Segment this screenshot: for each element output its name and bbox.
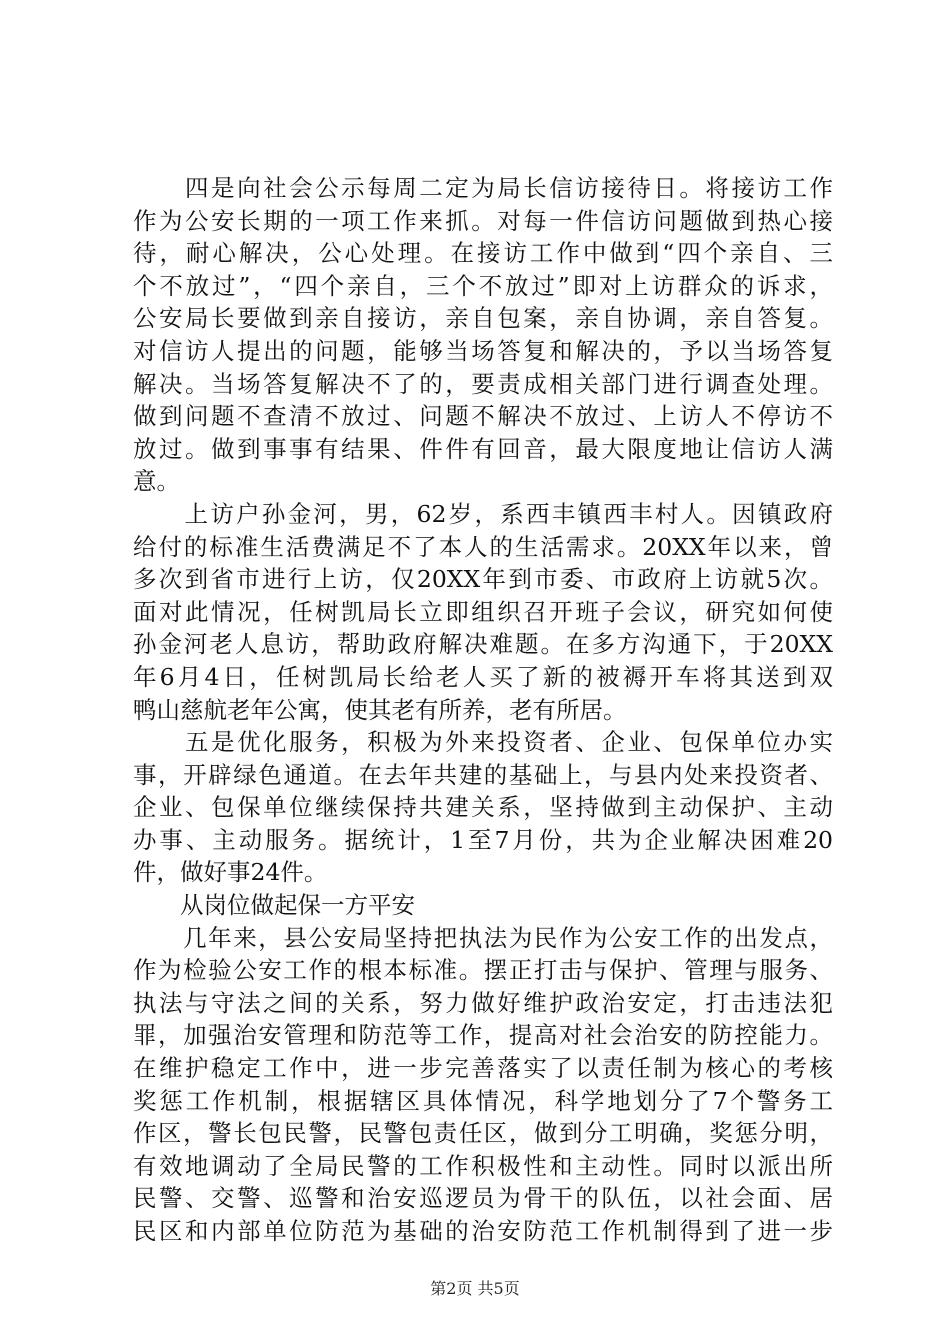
text-line: 待，耐心解决，公心处理。在接访工作中做到“四个亲自、三 (133, 239, 833, 268)
text-line: 解决。当场答复解决不了的，要责成相关部门进行调查处理。 (133, 369, 833, 398)
text-line: 作为检验公安工作的根本标准。摆正打击与保护、管理与服务、 (133, 956, 833, 985)
text-line: 年6月4日，任树凯局长给老人买了新的被褥开车将其送到双 (133, 662, 833, 691)
text-line: 办事、主动服务。据统计，1至7月份，共为企业解决困难20 (133, 825, 833, 854)
text-line: 个不放过”，“四个亲自，三个不放过”即对上访群众的诉求， (133, 271, 833, 300)
text-line: 五是优化服务，积极为外来投资者、企业、包保单位办实 (133, 728, 833, 757)
text-line: 对信访人提出的问题，能够当场答复和解决的，予以当场答复 (133, 336, 833, 365)
text-line: 放过。做到事事有结果、件件有回音，最大限度地让信访人满 (133, 434, 833, 463)
text-line: 件，做好事24件。 (133, 858, 328, 887)
text-line: 几年来，县公安局坚持把执法为民作为公安工作的出发点， (133, 923, 833, 952)
text-line: 作为公安长期的一项工作来抓。对每一件信访问题做到热心接 (133, 206, 833, 235)
text-line: 多次到省市进行上访，仅20XX年到市委、市政府上访就5次。 (133, 565, 833, 594)
text-line: 鸭山慈航老年公寓，使其老有所养，老有所居。 (133, 695, 627, 724)
text-line: 意。 (133, 467, 180, 496)
text-line: 作区，警长包民警，民警包责任区，做到分工明确，奖惩分明， (133, 1119, 833, 1148)
text-line: 孙金河老人息访，帮助政府解决难题。在多方沟通下，于20XX (133, 630, 833, 659)
text-line: 民区和内部单位防范为基础的治安防范工作机制得到了进一步 (133, 1217, 833, 1245)
text-line: 上访户孙金河，男，62岁，系西丰镇西丰村人。因镇政府 (133, 499, 833, 528)
text-line: 罪，加强治安管理和防范等工作，提高对社会治安的防控能力。 (133, 1021, 833, 1050)
text-line: 民警、交警、巡警和治安巡逻员为骨干的队伍，以社会面、居 (133, 1184, 833, 1213)
text-line: 从岗位做起保一方平安 (133, 891, 415, 920)
text-line: 面对此情况，任树凯局长立即组织召开班子会议，研究如何使 (133, 597, 833, 626)
text-line: 奖惩工作机制，根据辖区具体情况，科学地划分了7个警务工 (133, 1086, 833, 1115)
text-line: 有效地调动了全局民警的工作积极性和主动性。同时以派出所 (133, 1151, 833, 1180)
text-line: 四是向社会公示每周二定为局长信访接待日。将接访工作 (133, 174, 833, 202)
text-line: 企业、包保单位继续保持共建关系，坚持做到主动保护、主动 (133, 793, 833, 822)
text-line: 在维护稳定工作中，进一步完善落实了以责任制为核心的考核 (133, 1054, 833, 1083)
body-text (133, 172, 833, 1248)
text-line: 做到问题不查清不放过、问题不解决不放过、上访人不停访不 (133, 402, 833, 431)
text-line: 公安局长要做到亲自接访，亲自包案，亲自协调，亲自答复。 (133, 304, 833, 333)
text-line: 给付的标准生活费满足不了本人的生活需求。20XX年以来，曾 (133, 532, 833, 561)
text-line: 执法与守法之间的关系，努力做好维护政治安定，打击违法犯 (133, 988, 833, 1017)
text-line: 事，开辟绿色通道。在去年共建的基础上，与县内处来投资者、 (133, 760, 833, 789)
page-number-footer: 第2页 共5页 (430, 1279, 520, 1298)
